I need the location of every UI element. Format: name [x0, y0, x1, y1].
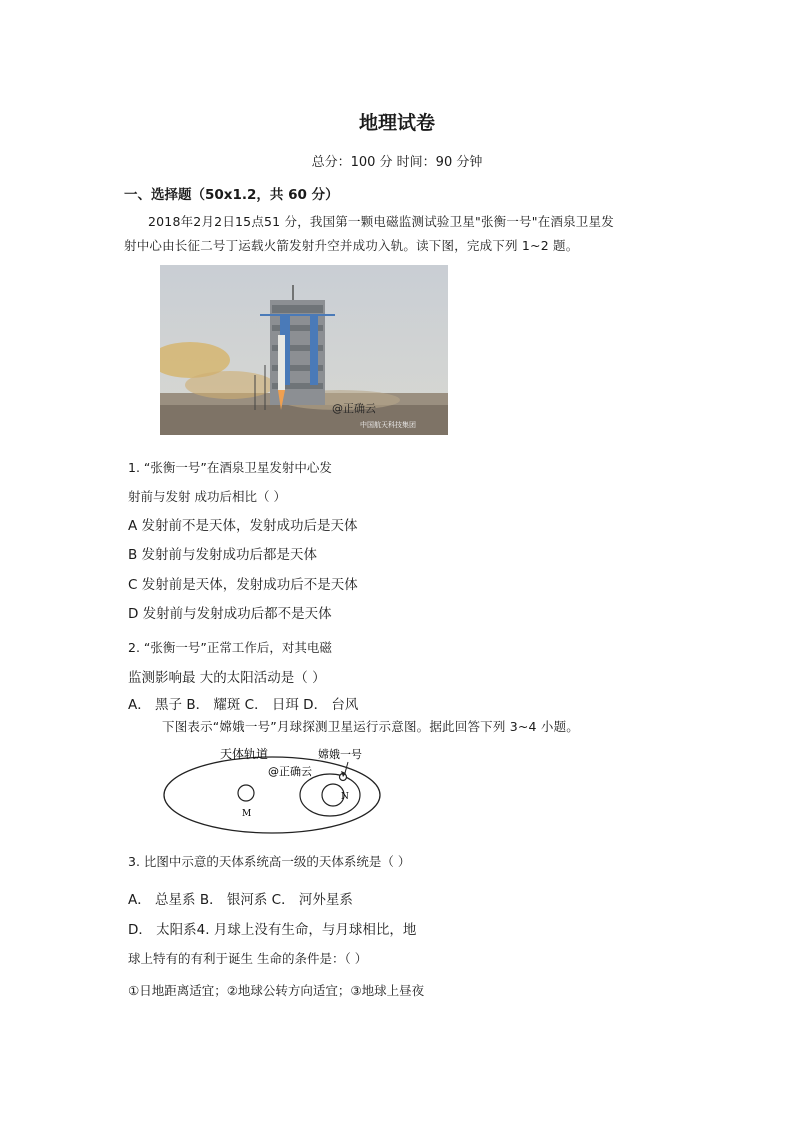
page-title: 地理试卷: [358, 112, 435, 134]
question-1-line2: 射前与发射 成功后相比（ ）: [128, 489, 286, 504]
question-2-options: A． 黑子 B． 耀斑 C． 日珥 D． 台风: [128, 697, 359, 713]
question-2-line1: 2. “张衡一号”正常工作后，对其电磁: [128, 640, 332, 655]
question-1-line1: 1. “张衡一号”在酒泉卫星发射中心发: [128, 460, 332, 475]
question-4-line3: ①日地距离适宜；②地球公转方向适宜；③地球上昼夜: [128, 983, 425, 998]
orbit-diagram: [160, 740, 390, 840]
label-m: M: [242, 809, 252, 819]
body-m: [238, 785, 254, 801]
question-2-line2: 监测影响最 大的太阳活动是（ ）: [128, 670, 326, 686]
intro-paragraph-line2: 射中心由长征二号丁运载火箭发射升空并成功入轨。读下图，完成下列 1~2 题。: [124, 238, 579, 253]
satellite-orbit: [300, 774, 360, 816]
diagram-watermark: @正确云: [268, 765, 312, 778]
label-n: N: [341, 792, 349, 802]
photo-credit: 中国航天科技集团: [360, 421, 416, 429]
question-4-line2: 球上特有的有利于诞生 生命的条件是：（ ）: [128, 951, 368, 966]
question-1-option-d: D 发射前与发射成功后都不是天体: [128, 606, 332, 622]
rocket-launch-photo: [160, 265, 448, 435]
question-3-line1: 3. 比图中示意的天体系统高一级的天体系统是（ ）: [128, 854, 411, 869]
question-1-option-b: B 发射前与发射成功后都是天体: [128, 547, 318, 563]
exam-info: 总分：100 分 时间：90 分钟: [311, 155, 483, 170]
question-3-options: A． 总星系 B． 银河系 C． 河外星系: [128, 892, 353, 908]
intro-paragraph-line1: 2018年2月2日15点51 分，我国第一颗电磁监测试验卫星"张衡一号"在酒泉卫星发: [148, 214, 614, 229]
label-orbit: 天体轨道: [220, 747, 269, 761]
intro-2: 下图表示“嫦娥一号”月球探测卫星运行示意图。据此回答下列 3~4 小题。: [162, 719, 579, 734]
photo-watermark: @正确云: [332, 402, 376, 415]
orbit-diagram-svg: [160, 740, 390, 840]
question-1-option-c: C 发射前是天体，发射成功后不是天体: [128, 577, 358, 593]
label-satellite: 嫦娥一号: [318, 748, 362, 761]
question-3-option-d-and-question-4: D． 太阳系4. 月球上没有生命，与月球相比，地: [128, 922, 417, 938]
rocket-launch-illustration: [160, 265, 448, 435]
question-1-option-a: A 发射前不是天体，发射成功后是天体: [128, 518, 358, 534]
section-heading: 一、选择题（50x1.2，共 60 分）: [124, 187, 339, 203]
